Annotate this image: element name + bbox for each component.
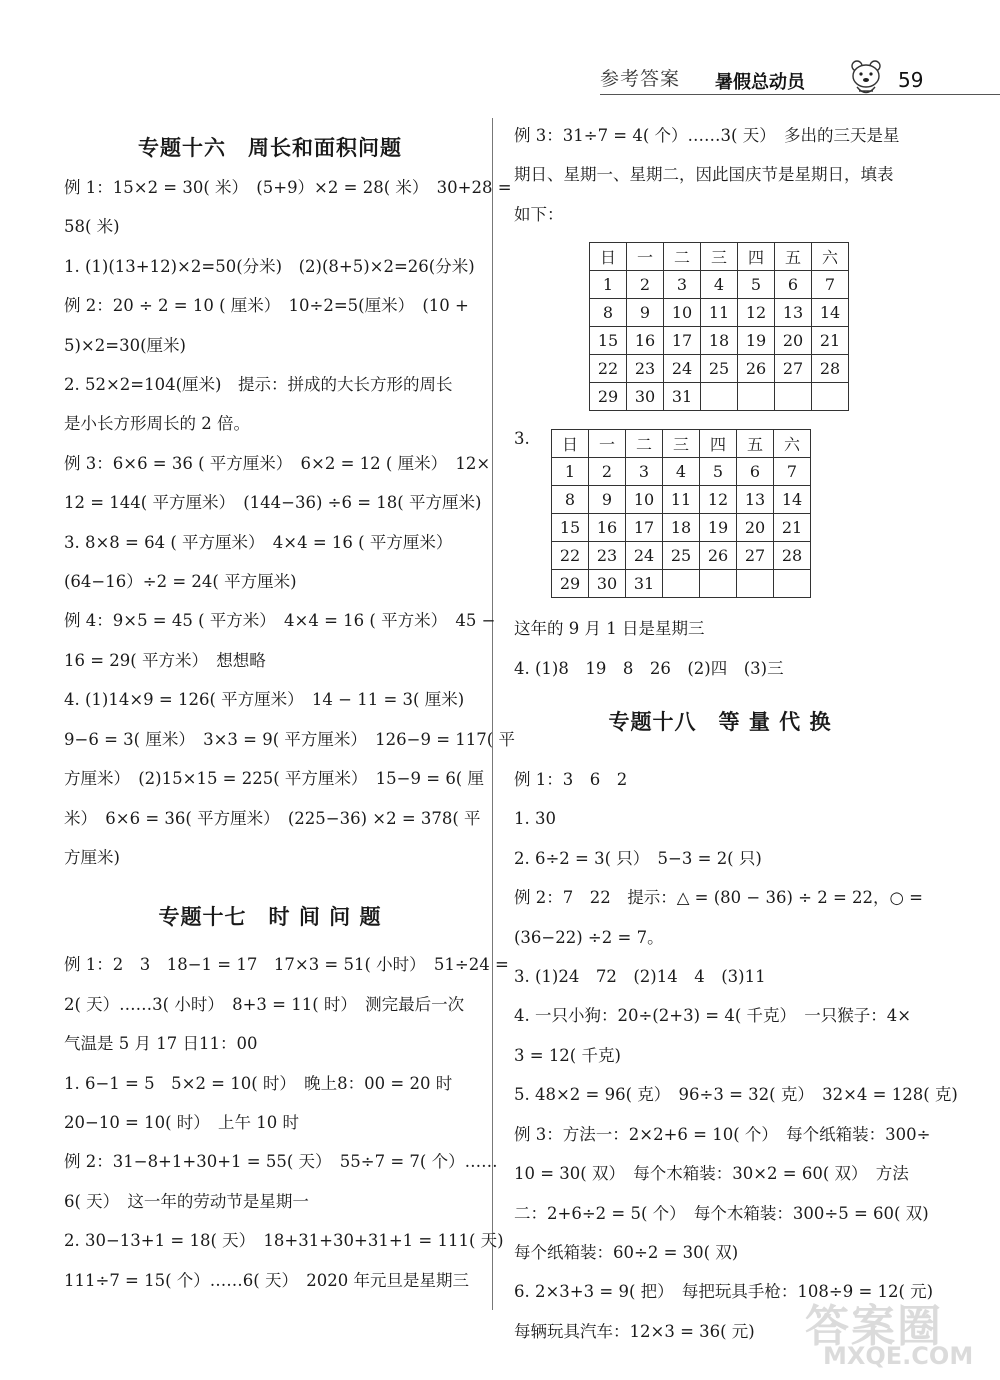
answer-line: 2. 30−13+1 = 18( 天） 18+31+30+31+1 = 111( 天) xyxy=(64,1231,504,1251)
answer-line: 20−10 = 10( 时） 上午 10 时 xyxy=(64,1112,300,1132)
day-cell: 29 xyxy=(552,570,589,598)
day-cell: 21 xyxy=(774,514,811,542)
day-cell: 26 xyxy=(738,355,775,383)
day-cell: 19 xyxy=(700,514,737,542)
answer-line: 3. 8×8 = 64 ( 平方厘米） 4×4 = 16 ( 平方厘米） xyxy=(64,532,453,552)
day-cell: 28 xyxy=(812,355,849,383)
weekday-cell: 五 xyxy=(775,243,812,271)
answer-line: 每辆玩具汽车：12×3 = 36( 元) xyxy=(514,1321,755,1341)
item-3-label: 3. xyxy=(514,429,530,449)
day-cell: 8 xyxy=(590,299,627,327)
day-cell: 10 xyxy=(664,299,701,327)
answer-line: 例 3：方法一：2×2+6 = 10( 个） 每个纸箱装：300÷ xyxy=(514,1124,931,1144)
calendar-table-1 xyxy=(589,242,849,411)
day-cell: 23 xyxy=(627,355,664,383)
day-cell: 2 xyxy=(589,458,626,486)
day-cell: 16 xyxy=(589,514,626,542)
answer-line: 例 2：20 ÷ 2 = 10 ( 厘米） 10÷2=5(厘米） (10 + xyxy=(64,296,469,316)
answer-line: 58( 米) xyxy=(64,217,120,237)
day-cell: 12 xyxy=(700,486,737,514)
answer-line: 例 3：31÷7 = 4( 个）……3( 天） 多出的三天是星 xyxy=(514,126,900,145)
day-cell: 11 xyxy=(701,299,738,327)
section-18-title: 专题十八 等 量 代 换 xyxy=(608,710,832,735)
calendar-row xyxy=(552,514,811,542)
day-cell: 8 xyxy=(552,486,589,514)
day-cell: 4 xyxy=(701,271,738,299)
answer-line: 期日、星期一、星期二，因此国庆节是星期日，填表 xyxy=(514,165,894,185)
calendar-row xyxy=(552,570,811,598)
answer-line: 111÷7 = 15( 个）……6( 天） 2020 年元旦是星期三 xyxy=(64,1270,469,1290)
day-cell: 13 xyxy=(775,299,812,327)
day-cell: 14 xyxy=(774,486,811,514)
day-cell: 29 xyxy=(590,383,627,411)
answer-line: 1. 30 xyxy=(514,809,556,829)
day-cell: 3 xyxy=(626,458,663,486)
day-cell: 14 xyxy=(812,299,849,327)
day-cell: 5 xyxy=(700,458,737,486)
site-watermark xyxy=(795,1290,995,1375)
day-cell: 3 xyxy=(664,271,701,299)
day-cell: 20 xyxy=(737,514,774,542)
calendar-row xyxy=(590,327,849,355)
weekday-cell: 三 xyxy=(663,430,700,458)
day-cell: 18 xyxy=(701,327,738,355)
watermark-url: MXQE.COM xyxy=(823,1342,974,1370)
page-number: 59 xyxy=(898,68,924,92)
day-cell: 2 xyxy=(627,271,664,299)
answer-line: 5)×2=30(厘米) xyxy=(64,335,186,355)
day-cell xyxy=(663,570,700,598)
answer-line: (36−22) ÷2 = 7。 xyxy=(514,927,664,947)
weekday-cell: 二 xyxy=(626,430,663,458)
answer-line: 2( 天）……3( 小时） 8+3 = 11( 时） 测完最后一次 xyxy=(64,994,465,1014)
weekday-cell: 六 xyxy=(812,243,849,271)
answer-line: 例 1：15×2 = 30( 米） (5+9）×2 = 28( 米） 30+28 = xyxy=(64,178,512,197)
calendar-row xyxy=(590,299,849,327)
answer-line: 气温是 5 月 17 日11：00 xyxy=(64,1034,258,1054)
book-brand: 暑假总动员 xyxy=(715,72,805,93)
answer-line: 4. (1)8 19 8 26 (2)四 (3)三 xyxy=(514,658,784,678)
answer-line: 方厘米) xyxy=(64,847,120,867)
reference-answer-label: 参考答案 xyxy=(600,68,681,90)
weekday-cell: 二 xyxy=(664,243,701,271)
answer-line: 例 3：6×6 = 36 ( 平方厘米） 6×2 = 12 ( 厘米） 12× xyxy=(64,453,491,473)
calendar-header-row xyxy=(590,243,849,271)
answer-line: 例 2：31−8+1+30+1 = 55( 天） 55÷7 = 7( 个）…… xyxy=(64,1152,498,1172)
answer-line: 4. (1)14×9 = 126( 平方厘米） 14 − 11 = 3( 厘米) xyxy=(64,690,465,710)
day-cell: 7 xyxy=(812,271,849,299)
weekday-cell: 一 xyxy=(589,430,626,458)
day-cell: 15 xyxy=(590,327,627,355)
answer-line: (64−16）÷2 = 24( 平方厘米) xyxy=(64,572,297,592)
section-17-body xyxy=(64,945,509,1300)
day-cell xyxy=(701,383,738,411)
day-cell xyxy=(774,570,811,598)
day-cell: 20 xyxy=(775,327,812,355)
day-cell: 16 xyxy=(627,327,664,355)
calendar-row xyxy=(590,355,849,383)
column-divider xyxy=(492,118,493,1310)
weekday-cell: 五 xyxy=(737,430,774,458)
weekday-cell: 日 xyxy=(552,430,589,458)
answer-line: 例 1：3 6 2 xyxy=(514,770,628,790)
calendar-row xyxy=(590,383,849,411)
answer-line: 3. (1)24 72 (2)14 4 (3)11 xyxy=(514,967,766,987)
weekday-cell: 一 xyxy=(627,243,664,271)
day-cell: 18 xyxy=(663,514,700,542)
section-17-title: 专题十七 时 间 问 题 xyxy=(158,905,382,930)
day-cell xyxy=(738,383,775,411)
day-cell: 25 xyxy=(701,355,738,383)
day-cell: 28 xyxy=(774,542,811,570)
example-3-intro xyxy=(514,110,926,234)
day-cell: 30 xyxy=(627,383,664,411)
answer-line: 5. 48×2 = 96( 克） 96÷3 = 32( 克） 32×4 = 128( 克) xyxy=(514,1085,958,1105)
answer-line: 6( 天） 这一年的劳动节是星期一 xyxy=(64,1191,309,1211)
day-cell: 22 xyxy=(590,355,627,383)
day-cell: 25 xyxy=(663,542,700,570)
calendar-row xyxy=(552,542,811,570)
answer-line: 米） 6×6 = 36( 平方厘米） (225−36) ×2 = 378( 平 xyxy=(64,808,481,828)
day-cell: 10 xyxy=(626,486,663,514)
answer-line: 二：2+6÷2 = 5( 个） 每个木箱装：300÷5 = 60( 双) xyxy=(514,1203,929,1223)
answer-line: 1. 6−1 = 5 5×2 = 10( 时） 晚上8：00 = 20 时 xyxy=(64,1073,453,1093)
day-cell: 13 xyxy=(737,486,774,514)
day-cell: 19 xyxy=(738,327,775,355)
answer-line: 4. 一只小狗：20÷(2+3) = 4( 千克） 一只猴子：4× xyxy=(514,1006,912,1026)
calendar-table-2 xyxy=(551,429,811,598)
answer-line: 如下： xyxy=(514,204,564,224)
after-calendar-answers xyxy=(514,609,926,688)
day-cell: 24 xyxy=(626,542,663,570)
bear-mascot-icon xyxy=(848,58,884,98)
header-rule xyxy=(600,94,1000,95)
answer-line: 这年的 9 月 1 日是星期三 xyxy=(514,619,705,639)
day-cell: 17 xyxy=(626,514,663,542)
day-cell: 4 xyxy=(663,458,700,486)
day-cell xyxy=(700,570,737,598)
answer-line: 2. 52×2=104(厘米) 提示：拼成的大长方形的周长 xyxy=(64,375,453,395)
day-cell: 5 xyxy=(738,271,775,299)
section-16-body xyxy=(64,168,515,877)
weekday-cell: 四 xyxy=(738,243,775,271)
section-16-title: 专题十六 周长和面积问题 xyxy=(138,136,402,160)
day-cell: 11 xyxy=(663,486,700,514)
day-cell: 30 xyxy=(589,570,626,598)
answer-line: 10 = 30( 双） 每个木箱装：30×2 = 60( 双） 方法 xyxy=(514,1164,909,1184)
answer-line: 3 = 12( 千克) xyxy=(514,1045,621,1065)
right-column xyxy=(514,110,958,1351)
day-cell: 6 xyxy=(737,458,774,486)
answer-line: 例 2：7 22 提示：△ = (80 − 36) ÷ 2 = 22，○ = xyxy=(514,888,924,908)
answer-line: 9−6 = 3( 厘米） 3×3 = 9( 平方厘米） 126−9 = 117( 平 xyxy=(64,729,515,749)
day-cell: 22 xyxy=(552,542,589,570)
day-cell: 31 xyxy=(626,570,663,598)
day-cell: 15 xyxy=(552,514,589,542)
day-cell: 1 xyxy=(590,271,627,299)
answer-line: 12 = 144( 平方厘米） (144−36) ÷6 = 18( 平方厘米) xyxy=(64,493,482,513)
day-cell: 12 xyxy=(738,299,775,327)
day-cell: 17 xyxy=(664,327,701,355)
left-column xyxy=(64,110,515,1300)
answer-line: 例 1：2 3 18−1 = 17 17×3 = 51( 小时） 51÷24 = xyxy=(64,955,509,975)
day-cell: 24 xyxy=(664,355,701,383)
answer-line: 每个纸箱装：60÷2 = 30( 双) xyxy=(514,1242,739,1262)
answer-line: 2. 6÷2 = 3( 只） 5−3 = 2( 只) xyxy=(514,848,762,868)
day-cell: 31 xyxy=(664,383,701,411)
calendar-row xyxy=(590,271,849,299)
weekday-cell: 三 xyxy=(701,243,738,271)
day-cell: 27 xyxy=(775,355,812,383)
day-cell: 1 xyxy=(552,458,589,486)
watermark-logo-text: 答案圈 xyxy=(805,1301,943,1352)
day-cell: 7 xyxy=(774,458,811,486)
day-cell: 23 xyxy=(589,542,626,570)
day-cell: 27 xyxy=(737,542,774,570)
answer-line: 6. 2×3+3 = 9( 把） 每把玩具手枪：108÷9 = 12( 元) xyxy=(514,1282,934,1302)
day-cell: 9 xyxy=(627,299,664,327)
calendar-row xyxy=(552,486,811,514)
day-cell: 6 xyxy=(775,271,812,299)
weekday-cell: 日 xyxy=(590,243,627,271)
day-cell xyxy=(775,383,812,411)
weekday-cell: 四 xyxy=(700,430,737,458)
calendar-row xyxy=(552,458,811,486)
section-18-body xyxy=(514,760,958,1351)
answer-line: 1. (1)(13+12)×2=50(分米) (2)(8+5)×2=26(分米) xyxy=(64,256,475,276)
day-cell: 9 xyxy=(589,486,626,514)
weekday-cell: 六 xyxy=(774,430,811,458)
page-header xyxy=(580,58,1000,108)
day-cell: 21 xyxy=(812,327,849,355)
day-cell xyxy=(812,383,849,411)
day-cell xyxy=(737,570,774,598)
calendar-header-row xyxy=(552,430,811,458)
answer-line: 例 4：9×5 = 45 ( 平方米） 4×4 = 16 ( 平方米） 45 − xyxy=(64,611,496,631)
answer-line: 是小长方形周长的 2 倍。 xyxy=(64,414,250,434)
answer-line: 方厘米） (2)15×15 = 225( 平方厘米） 15−9 = 6( 厘 xyxy=(64,769,484,789)
answer-line: 16 = 29( 平方米） 想想略 xyxy=(64,650,266,670)
day-cell: 26 xyxy=(700,542,737,570)
